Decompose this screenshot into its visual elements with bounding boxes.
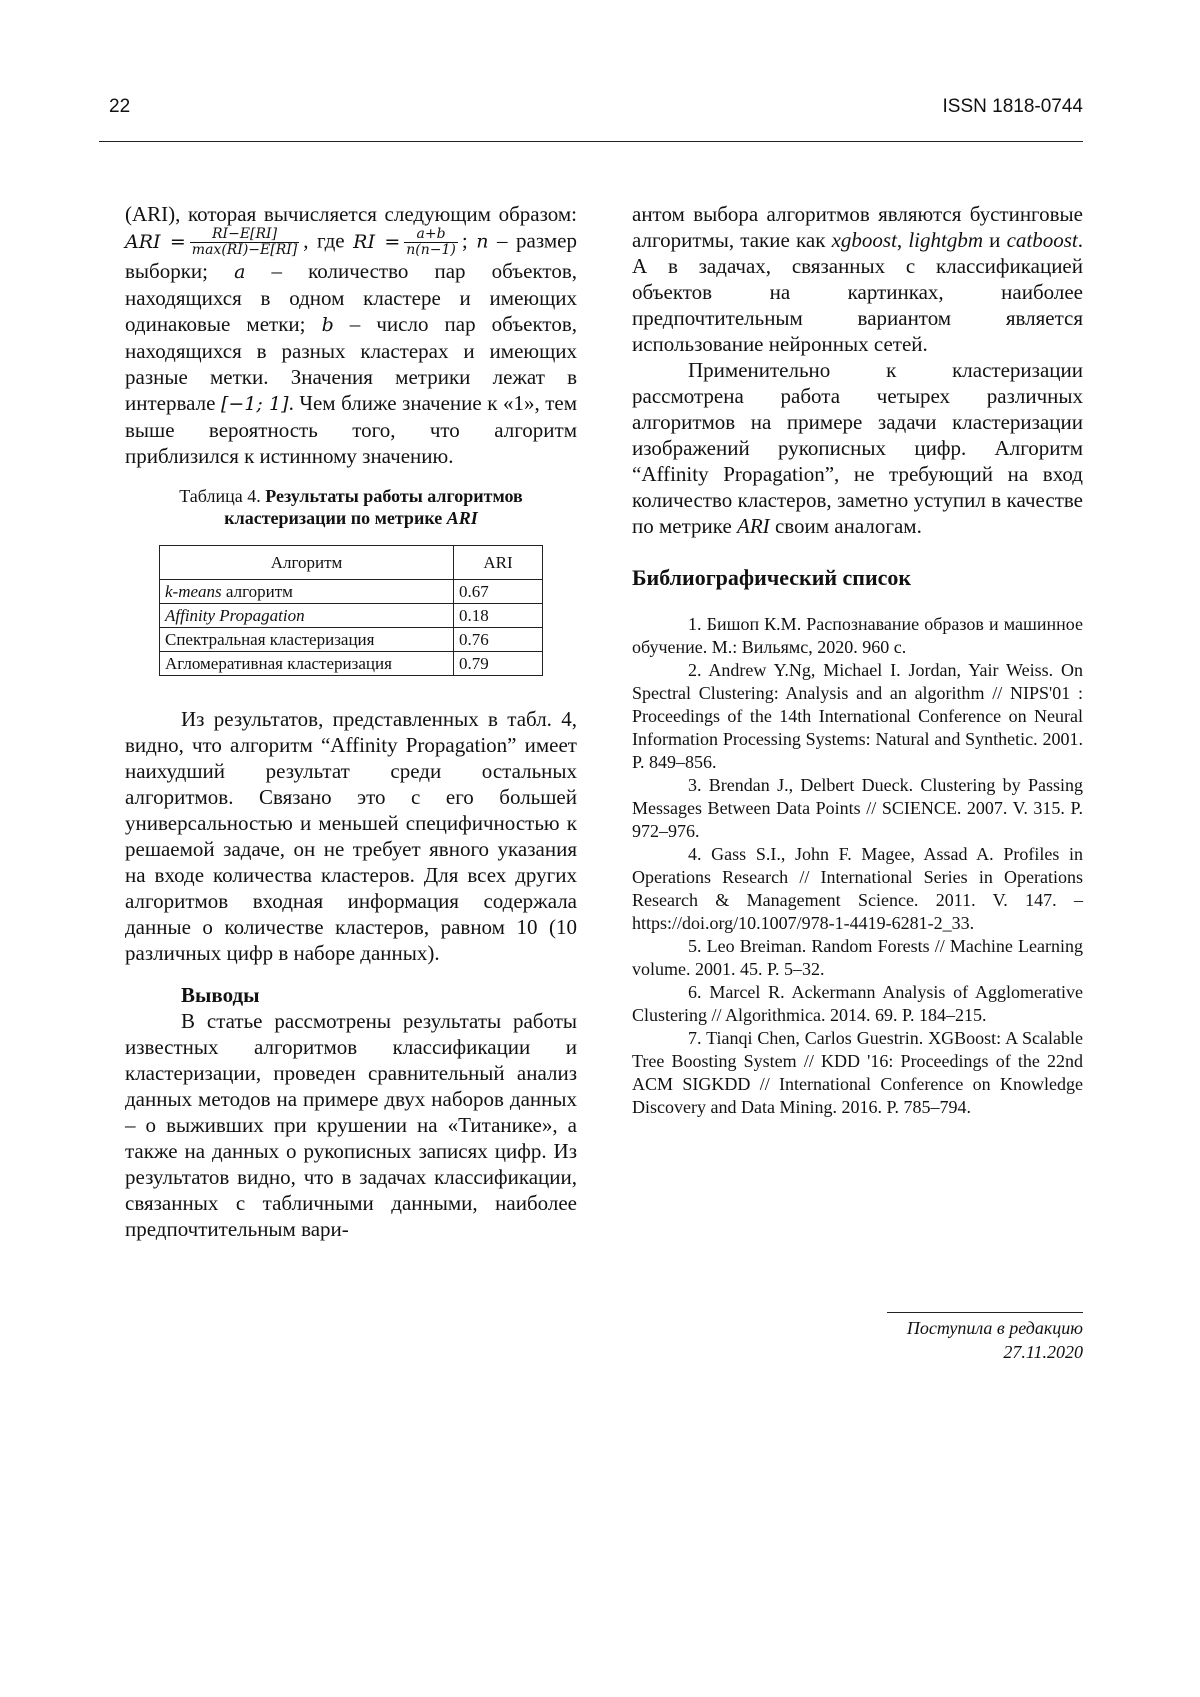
running-header [109,96,1083,128]
table-row [160,628,543,652]
bibliography-heading: Библиографический список [632,565,912,590]
reference-item: 6. Marcel R. Ackermann Analysis of Agglomerative Clustering // Algorithmica. 2014. 69. P. 184–215. [632,982,1083,1025]
bibliography-list [632,613,1083,1119]
reference-item: 4. Gass S.I., John F. Magee, Assad A. Profiles in Operations Research // International Series in Operations Research & Management Science. 2011. V. 147. – https://doi.org/10.1007/978-1-4419-6281-2_33. [632,844,1083,933]
continued-paragraph: антом выбора алгоритмов являются бустинговые алгоритмы, такие как xgboost, lightgbm и catboost. А в задачах, связанных с классификацией объектов на картинках, наиболее предпочтительным вариантом является использование нейронных сетей. [632,202,1083,356]
table-caption: Таблица 4. Результаты работы алгоритмов кластеризации по метрике ARI [179,486,523,528]
table-cell-algorithm: Агломеративная кластеризация [160,652,454,676]
received-rule [887,1312,1083,1313]
table-cell-value: 0.18 [454,604,543,628]
received-label: Поступила в редакцию [906,1318,1083,1338]
reference-item: 2. Andrew Y.Ng, Michael I. Jordan, Yair Weiss. On Spectral Clustering: Analysis and an algorithm // NIPS'01 : Proceedings of the 14th International Conference on Neural Information Processing Systems: Natural and Synthetic. 2001. P. 849–856. [632,660,1083,772]
table-header-cell: Алгоритм [160,546,454,580]
table-header-row [160,546,543,580]
clustering-summary-paragraph: Применительно к кластеризации рассмотрена работа четырех различных алгоритмов на примере задачи кластеризации изображений рукописных цифр. Алгоритм “Affinity Propagation”, не требующий на вход количество кластеров, заметно уступил в качестве по метрике ARI своим аналогам. [632,358,1083,538]
issn: ISSN 1818-0744 [942,96,1083,117]
table-cell-value: 0.79 [454,652,543,676]
header-rule [99,141,1083,142]
reference-item: 7. Tianqi Chen, Carlos Guestrin. XGBoost: A Scalable Tree Boosting System // KDD '16: Proceedings of the 22nd ACM SIGKDD // International Conference on Knowledge Discovery and Data Mining. 2016. P. 785–794. [632,1028,1083,1117]
table-cell-value: 0.76 [454,628,543,652]
table-row [160,604,543,628]
formula-ri: RI = $\frac{a+b}{n(n-1)}$ [353,226,456,258]
table-cell-value: 0.67 [454,580,543,604]
page-number: 22 [109,96,131,117]
left-column [125,201,577,1242]
table-cell-algorithm: Affinity Propagation [160,604,454,628]
reference-item: 5. Leo Breiman. Random Forests // Machine Learning volume. 2001. 45. P. 5–32. [632,936,1083,979]
results-table [159,545,543,676]
conclusions-heading: Выводы [181,983,260,1007]
table-cell-algorithm: Спектральная кластеризация [160,628,454,652]
ari-definition-paragraph: (ARI), которая вычисляется следующим образом: ARI = $\frac{RI-E[RI]}{\max(RI)-E[RI]}$ , где RI = $\frac{a+b}{n(n-1)}$ ; n – размер выборки; a – количество пар объектов, находящихся в одном кластере и имеющих одинаковые метки; b – число пар объектов, находящихся в разных кластерах и имеющих разные метки. Значения метрики лежат в интервале [−1; 1]. Чем ближе значение к «1», тем выше вероятность того, что алгоритм приблизился к истинному значению. [125,202,577,468]
formula-ari: ARI = $\frac{RI-E[RI]}{\max(RI)-E[RI]}$ [125,226,298,258]
table-row [160,580,543,604]
reference-item: 1. Бишоп К.М. Распознавание образов и машинное обучение. М.: Вильямс, 2020. 960 с. [632,614,1083,657]
right-column [632,201,1083,1119]
table-header-cell: ARI [454,546,543,580]
reference-item: 3. Brendan J., Delbert Dueck. Clustering by Passing Messages Between Data Points // SCIENCE. 2007. V. 315. P. 972–976. [632,775,1083,841]
received-note [887,1312,1083,1364]
conclusions-paragraph: В статье рассмотрены результаты работы известных алгоритмов классификации и кластеризации, проведен сравнительный анализ данных методов на примере двух наборов данных – о выживших при крушении на «Титанике», а также на данных о рукописных записях цифр. Из результатов видно, что в задачах классификации, связанных с табличными данными, наиболее предпочтительным вари- [125,1009,577,1241]
results-discussion-paragraph: Из результатов, представленных в табл. 4, видно, что алгоритм “Affinity Propagation” имеет наихудший результат среди остальных алгоритмов. Связано это с его большей универсальностью и меньшей специфичностью к решаемой задаче, он не требует явного указания на входе количества кластеров. Для всех других алгоритмов входная информация содержала данные о количестве кластеров, равном 10 (10 различных цифр в наборе данных). [125,707,577,965]
table-row [160,652,543,676]
received-date: 27.11.2020 [1003,1342,1083,1362]
table-cell-algorithm: k-means алгоритм [160,580,454,604]
